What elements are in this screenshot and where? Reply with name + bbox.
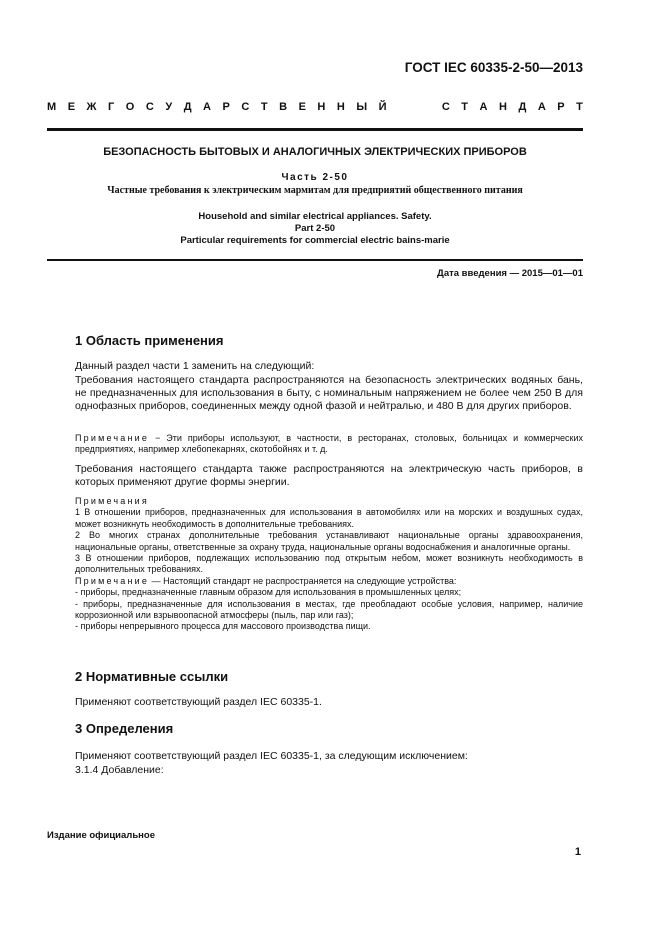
standard-id: ГОСТ IEC 60335-2-50—2013	[404, 60, 583, 75]
page-number: 1	[574, 846, 581, 858]
document-title: БЕЗОПАСНОСТЬ БЫТОВЫХ И АНАЛОГИЧНЫХ ЭЛЕКТРИЧЕСКИХ ПРИБОРОВ	[103, 146, 527, 158]
section-1-para-2: Требования настоящего стандарта распространяются на безопасность электрических водяных бань, не предназначенных для использования в быту, с номинальным напряжением не более чем 250 В для однофазных приборов, соединенных между одной фазой и нейтралью, и 480 В для других приборов.	[75, 374, 583, 413]
banner-letter: Ы	[356, 101, 368, 113]
note-2: 2 Во многих странах дополнительные требования устанавливают национальные органы здравоохранения, национальные органы, ответственные за охрану труда, национальные органы водоснабжения и аналогичные органы.	[75, 530, 583, 552]
section-3-para-2: 3.1.4 Добавление:	[75, 764, 164, 776]
section-3-para-1: Применяют соответствующий раздел IEC 60335-1, за следующим исключением:	[75, 750, 468, 762]
banner-letter: Р	[222, 101, 230, 113]
section-1-heading: 1 Область применения	[75, 333, 224, 348]
banner-letter: Ж	[86, 101, 97, 113]
section-1-notes: Примечания 1 В отношении приборов, предназначенных для использования в автомобилях или на морских и воздушных судах, может возникнуть необходимость в дополнительные требованиях. 2 Во многих странах дополнительные требования устанавливают национальные органы здравоохранения, национальные органы, ответственные за охрану труда, национальные органы водоснабжения и аналогичные органы. 3 В отношении приборов, подлежащих использованию под открытым небом, может возникнуть необходимость в дополнительных требованиях. Примечание — Настоящий стандарт не распространяется на следующие устройства: - приборы, предназначенные главным образом для использования в промышленных целях; - приборы, предназначенные для использования в местах, где преобладают особые условия, например, наличие коррозионной или взрывоопасной атмосферы (пыль, пар или газ); - приборы непрерывного процесса для массового производства пищи.	[75, 496, 583, 632]
banner-letter: Н	[499, 101, 507, 113]
banner-letter: С	[441, 101, 450, 113]
banner-letter: С	[241, 101, 250, 113]
title-rule	[47, 259, 583, 261]
exclusion-item-3: - приборы непрерывного процесса для массового производства пищи.	[75, 621, 371, 632]
banner-letter: Т	[576, 101, 583, 113]
note-3: 3 В отношении приборов, подлежащих использованию под открытым небом, может возникнуть необходимость в дополнительных требованиях.	[75, 553, 583, 575]
banner-letter: Н	[317, 101, 326, 113]
banner-letter	[427, 101, 430, 113]
section-2-para-1: Применяют соответствующий раздел IEC 60335-1.	[75, 696, 322, 708]
subtitle-en: Particular requirements for commercial electric bains-marie	[180, 235, 450, 246]
banner-letter: А	[537, 101, 546, 113]
section-3-heading: 3 Определения	[75, 721, 174, 736]
banner-letter: Р	[557, 101, 565, 113]
section-1-note-1: Примечание − Эти приборы используют, в частности, в ресторанах, столовых, больницах и коммерческих предприятиях, например хлебопекарнях, скотобойнях и т. д.	[75, 433, 583, 455]
banner-letter: Е	[298, 101, 306, 113]
banner-letter: В	[279, 101, 288, 113]
part-en: Part 2-50	[294, 223, 336, 234]
banner-letter: О	[125, 101, 135, 113]
part-label: Часть 2-50	[281, 172, 349, 183]
banner-letter: Г	[108, 101, 115, 113]
banner-letter: С	[145, 101, 154, 113]
section-2-heading: 2 Нормативные ссылки	[75, 669, 229, 684]
banner-letter: У	[165, 101, 173, 113]
interstate-standard-banner	[47, 101, 583, 113]
banner-letter: Й	[378, 101, 387, 113]
part-subtitle-ru: Частные требования к электрическим мармитам для предприятий общественного питания	[107, 185, 523, 196]
banner-letter: А	[479, 101, 488, 113]
banner-letter: Т	[260, 101, 268, 113]
banner-letter: Д	[183, 101, 192, 113]
banner-letter: Е	[67, 101, 76, 113]
banner-letter: Т	[461, 101, 469, 113]
official-edition-label: Издание официальное	[47, 830, 155, 841]
banner-letter: А	[203, 101, 211, 113]
note-1: 1 В отношении приборов, предназначенных для использования в автомобилях или на морских и воздушных судах, может возникнуть необходимость в дополнительные требованиях.	[75, 507, 583, 529]
header-rule	[47, 128, 583, 131]
banner-letter	[398, 101, 401, 113]
exclusion-item-1: - приборы, предназначенные главным образом для использования в промышленных целях;	[75, 587, 462, 598]
section-1-para-3: Требования настоящего стандарта также распространяются на электрическую часть приборов, в которых применяют другие формы энергии.	[75, 463, 583, 489]
banner-letter: М	[47, 101, 57, 113]
section-1-para-1: Данный раздел части 1 заменить на следующий:	[75, 360, 315, 372]
banner-letter: Н	[336, 101, 345, 113]
banner-letter: Д	[518, 101, 527, 113]
banner-letter	[413, 101, 416, 113]
title-en: Household and similar electrical appliances. Safety.	[198, 211, 432, 222]
introduction-date: Дата введения — 2015—01—01	[437, 268, 583, 279]
exclusion-item-2: - приборы, предназначенные для использования в местах, где преобладают особые условия, например, наличие коррозионной или взрывоопасной атмосферы (пыль, пар или газ);	[75, 598, 583, 621]
